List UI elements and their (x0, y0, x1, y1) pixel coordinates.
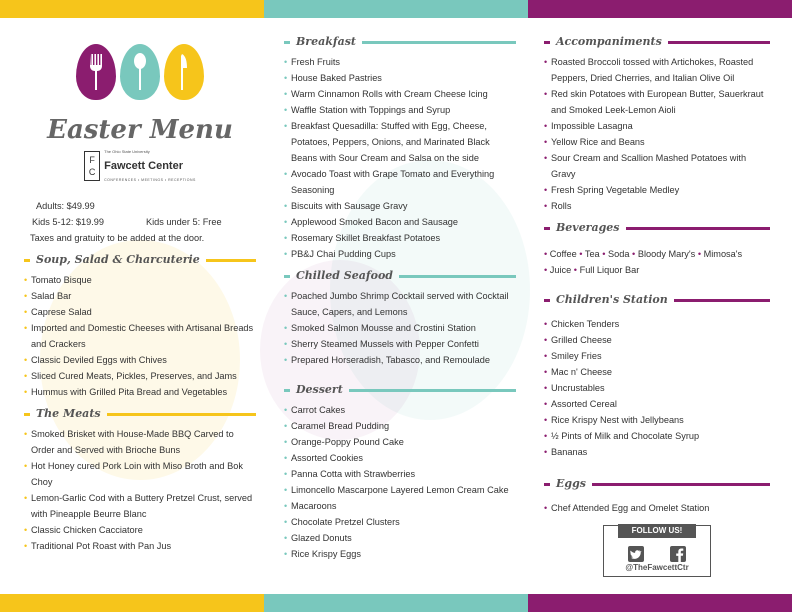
menu-item (544, 182, 770, 198)
menu-item (284, 418, 516, 434)
follow-us-label: FOLLOW US! (618, 524, 696, 538)
menu-item (24, 272, 256, 288)
section-eggs-header (544, 476, 770, 492)
menu-item-text: Caprese Salad (31, 307, 92, 317)
bullet-icon: • (544, 201, 548, 211)
menu-item-text: Mac n' Cheese (551, 367, 612, 377)
menu-item-text: Prepared Horseradish, Tabasco, and Remoulade (291, 355, 491, 365)
menu-item-text: Smiley Fries (551, 351, 602, 361)
bullet-icon: • (544, 57, 548, 67)
section-seafood-title: Chilled Seafood (296, 269, 393, 282)
menu-item-text: ½ Pints of Milk and Chocolate Syrup (551, 431, 700, 441)
menu-item (284, 530, 516, 546)
bottom-bar-teal (264, 594, 528, 612)
beverage-item: Full Liquor Bar (579, 265, 640, 275)
bullet-icon: • (579, 249, 585, 259)
bullet-icon: • (24, 493, 28, 503)
soup-list (24, 272, 256, 400)
menu-item-text: Grilled Cheese (551, 335, 612, 345)
bullet-icon: • (284, 233, 288, 243)
price-note: Taxes and gratuity to be added at the door. (30, 233, 205, 243)
menu-item (284, 70, 516, 86)
menu-item (544, 198, 770, 214)
menu-item-text: House Baked Pastries (291, 73, 382, 83)
bullet-icon: • (284, 469, 288, 479)
menu-item-text: Limoncello Mascarpone Layered Lemon Cream Cake (291, 485, 509, 495)
menu-item-text: Yellow Rice and Beans (551, 137, 645, 147)
menu-item (284, 166, 516, 198)
section-dessert-header (284, 382, 516, 398)
menu-item (544, 444, 770, 460)
menu-item-text: Smoked Salmon Mousse and Crostini Station (291, 323, 476, 333)
bullet-icon: • (284, 453, 288, 463)
menu-item (544, 332, 770, 348)
bullet-icon: • (24, 387, 28, 397)
menu-item-text: Smoked Brisket with House-Made BBQ Carved to Order and Served with Brioche Buns (31, 429, 234, 455)
page-title: Easter Menu (47, 115, 233, 145)
menu-item-text: Assorted Cookies (291, 453, 364, 463)
bullet-icon: • (24, 275, 28, 285)
bullet-icon: • (544, 367, 548, 377)
menu-item (284, 514, 516, 530)
bullet-icon: • (544, 89, 548, 99)
price-under5: Kids under 5: Free (146, 217, 222, 227)
menu-item-text: Breakfast Quesadilla: Stuffed with Egg, Cheese, Potatoes, Peppers, Onions, and Marinated Black Beans with Sour Cream and Salsa on the side (291, 121, 490, 163)
bullet-icon: • (284, 549, 288, 559)
menu-item-text: Orange-Poppy Pound Cake (291, 437, 404, 447)
menu-item-text: Caramel Bread Pudding (291, 421, 390, 431)
section-seafood-header (284, 268, 516, 284)
menu-item (284, 86, 516, 102)
menu-item (284, 498, 516, 514)
bullet-icon: • (544, 185, 548, 195)
brand-tagline: The Ohio State University (104, 149, 150, 154)
menu-item (24, 522, 256, 538)
beverage-item: Coffee (549, 249, 577, 259)
menu-item (284, 466, 516, 482)
bullet-icon: • (544, 431, 548, 441)
bullet-icon: • (24, 307, 28, 317)
menu-item (284, 336, 516, 352)
bullet-icon: • (602, 249, 609, 259)
section-breakfast-header (284, 34, 516, 50)
menu-item-text: Imported and Domestic Cheeses with Artisanal Breads and Crackers (31, 323, 254, 349)
menu-item (544, 134, 770, 150)
menu-item (544, 348, 770, 364)
fork-egg-icon (76, 44, 116, 100)
menu-item (24, 320, 256, 352)
bullet-icon: • (544, 153, 548, 163)
bullet-icon: • (284, 355, 288, 365)
bullet-icon: • (284, 291, 288, 301)
menu-item (284, 482, 516, 498)
menu-item-text: Rice Krispy Nest with Jellybeans (551, 415, 684, 425)
bullet-icon: • (284, 121, 288, 131)
menu-item (544, 118, 770, 134)
beverage-item: Tea (584, 249, 600, 259)
eggs-list (544, 500, 770, 516)
menu-item-text: Hot Honey cured Pork Loin with Miso Broth and Bok Choy (31, 461, 243, 487)
bullet-icon: • (284, 437, 288, 447)
section-eggs-title: Eggs (556, 477, 586, 490)
bullet-icon: • (544, 249, 550, 259)
menu-item (284, 352, 516, 368)
beverage-item: Bloody Mary's (637, 249, 696, 259)
dessert-list (284, 402, 516, 562)
bullet-icon: • (284, 339, 288, 349)
menu-item (284, 214, 516, 230)
menu-item (24, 490, 256, 522)
menu-item-text: Chef Attended Egg and Omelet Station (551, 503, 710, 513)
menu-item-text: Uncrustables (551, 383, 605, 393)
menu-item-text: Traditional Pot Roast with Pan Jus (31, 541, 172, 551)
follow-us-box (603, 525, 711, 577)
menu-item (24, 384, 256, 400)
section-beverages-header (544, 220, 770, 236)
menu-item (24, 538, 256, 554)
beverages-line-1 (544, 246, 770, 262)
menu-item-text: Rosemary Skillet Breakfast Potatoes (291, 233, 441, 243)
twitter-icon[interactable] (628, 546, 644, 562)
section-beverages-title: Beverages (556, 221, 620, 234)
bullet-icon: • (24, 461, 28, 471)
section-dessert-title: Dessert (296, 383, 343, 396)
section-soup-header (24, 252, 256, 268)
social-handle: @TheFawcettCtr (625, 563, 689, 572)
menu-item (544, 150, 770, 182)
menu-item-text: Roasted Broccoli tossed with Artichokes, Roasted Peppers, Dried Cherries, and Italian Olive Oil (551, 57, 754, 83)
menu-item-text: Fresh Fruits (291, 57, 341, 67)
menu-item (284, 246, 516, 262)
menu-item (284, 102, 516, 118)
bullet-icon: • (573, 265, 580, 275)
menu-item-text: Bananas (551, 447, 588, 457)
bullet-icon: • (284, 501, 288, 511)
fawcett-logo (24, 144, 256, 188)
bullet-icon: • (544, 383, 548, 393)
menu-item (284, 118, 516, 166)
knife-egg-icon (164, 44, 204, 100)
menu-item (284, 54, 516, 70)
bullet-icon: • (544, 351, 548, 361)
bullet-icon: • (544, 121, 548, 131)
bullet-icon: • (544, 319, 548, 329)
bullet-icon: • (284, 201, 288, 211)
menu-item (284, 288, 516, 320)
children-list (544, 316, 770, 460)
top-bar-yellow (0, 0, 264, 18)
column-right (544, 34, 770, 522)
menu-item-text: Impossible Lasagna (551, 121, 633, 131)
breakfast-list (284, 54, 516, 262)
menu-item-text: Hummus with Grilled Pita Bread and Vegetables (31, 387, 228, 397)
menu-item (24, 304, 256, 320)
menu-item (544, 396, 770, 412)
menu-item (544, 316, 770, 332)
menu-item-text: Rice Krispy Eggs (291, 549, 361, 559)
bullet-icon: • (544, 265, 550, 275)
facebook-icon[interactable] (670, 546, 686, 562)
menu-item-text: Classic Deviled Eggs with Chives (31, 355, 167, 365)
menu-item (284, 198, 516, 214)
menu-item (24, 352, 256, 368)
menu-item-text: Lemon-Garlic Cod with a Buttery Pretzel Crust, served with Pineapple Beurre Blanc (31, 493, 253, 519)
menu-item (284, 434, 516, 450)
brand-name: Fawcett Center (104, 160, 183, 172)
menu-item-text: Warm Cinnamon Rolls with Cream Cheese Icing (291, 89, 488, 99)
price-kids: Kids 5-12: $19.99 (32, 217, 105, 227)
menu-item-text: Red skin Potatoes with European Butter, Sauerkraut and Smoked Leek-Lemon Aioli (551, 89, 764, 115)
section-meats-title: The Meats (36, 407, 101, 420)
menu-item (24, 426, 256, 458)
bullet-icon: • (544, 503, 548, 513)
bottom-bar-yellow (0, 594, 264, 612)
section-children-header (544, 292, 770, 308)
top-bar-purple (528, 0, 792, 18)
bullet-icon: • (24, 525, 28, 535)
meats-list (24, 426, 256, 554)
menu-item (284, 230, 516, 246)
bullet-icon: • (284, 169, 288, 179)
menu-item-text: Carrot Cakes (291, 405, 346, 415)
menu-item-text: Salad Bar (31, 291, 72, 301)
menu-item-text: Sliced Cured Meats, Pickles, Preserves, and Jams (31, 371, 237, 381)
menu-item-text: Tomato Bisque (31, 275, 92, 285)
bullet-icon: • (24, 371, 28, 381)
bottom-bar-purple (528, 594, 792, 612)
menu-item (544, 364, 770, 380)
menu-item (24, 368, 256, 384)
brand-sub: CONFERENCES • MEETINGS • RECEPTIONS (104, 178, 196, 182)
price-adults: Adults: $49.99 (36, 201, 95, 211)
bullet-icon: • (284, 57, 288, 67)
menu-item (544, 500, 770, 516)
menu-item-text: Assorted Cereal (551, 399, 617, 409)
bullet-icon: • (544, 447, 548, 457)
menu-item-text: Macaroons (291, 501, 337, 511)
menu-item-text: Classic Chicken Cacciatore (31, 525, 143, 535)
menu-item (284, 450, 516, 466)
bullet-icon: • (284, 485, 288, 495)
section-soup-title: Soup, Salad & Charcuterie (36, 253, 200, 266)
menu-item-text: Panna Cotta with Strawberries (291, 469, 416, 479)
bullet-icon: • (284, 405, 288, 415)
menu-item-text: Waffle Station with Toppings and Syrup (291, 105, 451, 115)
column-middle (284, 34, 516, 568)
menu-item-text: Chicken Tenders (551, 319, 620, 329)
menu-item (24, 458, 256, 490)
bullet-icon: • (24, 541, 28, 551)
bullet-icon: • (24, 429, 28, 439)
bullet-icon: • (697, 249, 704, 259)
menu-item-text: PB&J Chai Pudding Cups (291, 249, 396, 259)
beverage-item: Soda (608, 249, 630, 259)
bullet-icon: • (284, 73, 288, 83)
menu-item-text: Avocado Toast with Grape Tomato and Everything Seasoning (291, 169, 495, 195)
menu-item (544, 86, 770, 118)
bullet-icon: • (24, 291, 28, 301)
bullet-icon: • (284, 323, 288, 333)
menu-item-text: Poached Jumbo Shrimp Cocktail served with Cocktail Sauce, Capers, and Lemons (291, 291, 509, 317)
bullet-icon: • (284, 217, 288, 227)
section-children-title: Children's Station (556, 293, 668, 306)
menu-item-text: Rolls (551, 201, 572, 211)
bullet-icon: • (284, 517, 288, 527)
bullet-icon: • (284, 89, 288, 99)
beverages-line-2 (544, 262, 770, 278)
seafood-list (284, 288, 516, 368)
egg-logo (24, 44, 256, 110)
menu-item-text: Fresh Spring Vegetable Medley (551, 185, 680, 195)
menu-item-text: Chocolate Pretzel Clusters (291, 517, 400, 527)
bullet-icon: • (544, 335, 548, 345)
menu-item-text: Sour Cream and Scallion Mashed Potatoes with Gravy (551, 153, 747, 179)
bullet-icon: • (24, 355, 28, 365)
menu-item (284, 402, 516, 418)
menu-item-text: Applewood Smoked Bacon and Sausage (291, 217, 459, 227)
bullet-icon: • (544, 415, 548, 425)
menu-item-text: Glazed Donuts (291, 533, 352, 543)
accompaniments-list (544, 54, 770, 214)
menu-item (544, 380, 770, 396)
bullet-icon: • (632, 249, 638, 259)
column-left (24, 30, 256, 560)
beverage-item: Mimosa's (703, 249, 743, 259)
pricing (24, 198, 256, 246)
bullet-icon: • (24, 323, 28, 333)
menu-item (284, 546, 516, 562)
logo-letter-c: C (88, 167, 96, 177)
section-meats-header (24, 406, 256, 422)
menu-item (544, 412, 770, 428)
section-accomp-title: Accompaniments (556, 35, 662, 48)
menu-item (544, 428, 770, 444)
menu-item (24, 288, 256, 304)
menu-item-text: Sherry Steamed Mussels with Pepper Confetti (291, 339, 479, 349)
top-bar-teal (264, 0, 528, 18)
bullet-icon: • (284, 421, 288, 431)
bullet-icon: • (284, 533, 288, 543)
menu-item (544, 54, 770, 86)
beverage-item: Juice (549, 265, 572, 275)
beverages-list (544, 246, 770, 278)
menu-item (284, 320, 516, 336)
logo-letter-f: F (89, 155, 95, 165)
spoon-egg-icon (120, 44, 160, 100)
bullet-icon: • (284, 249, 288, 259)
bullet-icon: • (544, 399, 548, 409)
section-accomp-header (544, 34, 770, 50)
bullet-icon: • (544, 137, 548, 147)
bullet-icon: • (284, 105, 288, 115)
section-breakfast-title: Breakfast (296, 35, 356, 48)
menu-item-text: Biscuits with Sausage Gravy (291, 201, 408, 211)
